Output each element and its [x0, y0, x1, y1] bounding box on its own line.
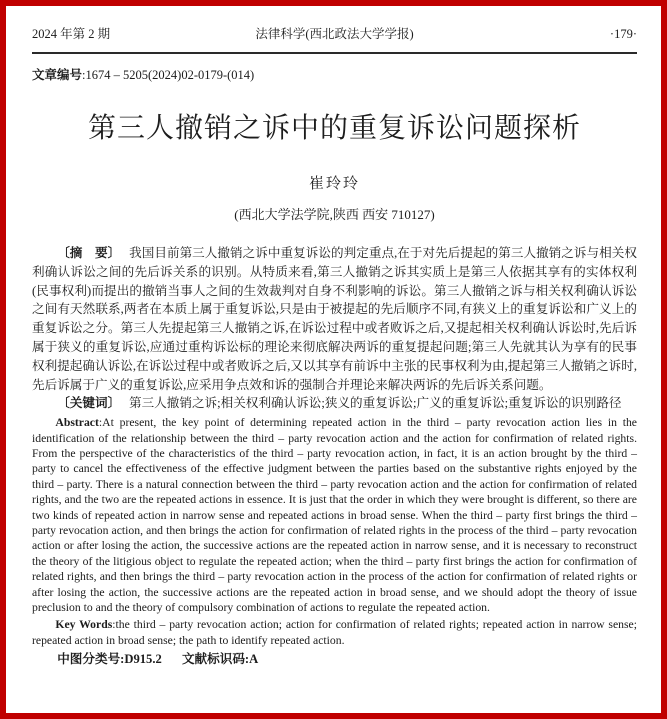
article-number-label: 文章编号: [32, 68, 83, 82]
article-title: 第三人撤销之诉中的重复诉讼问题探析: [87, 113, 581, 144]
clc-value: :D915.2: [120, 652, 162, 667]
clc-label: 中图分类号: [57, 652, 121, 667]
abstract-en-text: :At present, the key point of determining repeated action in the third – party revocation action lies in the identification of the relationship between the third – party revocation action and the action for confirmation of related rights. From the perspective of the characteristics of the third – party revocation action, in fact, it is an action brought by the third – party to cancel the effectiveness of the effective judgment between the parties based on the substantive rights enjoyed by the third – party. There is a natural connection between the third – party revocation action and the action for confirmation of related rights, and the two are the repeated actions in essence. It is just that the order in which they were brought is different, so there are two kinds of repeated action in narrow sense and repeated actions in broad sense. When the third – party first brings the third – party revocation action, and then brings the action for confirmation of related rights in the process of the third – party revocation action or after losing the action, the successive actions are the repeated action in narrow sense, and it is necessary to reconstruct the theory of the litigious object to regulate the repeated action; when the third – party first brings the action for confirmation of related rights, and then brings the third – party revocation action in the process of the action for confirmation of related rights or after losing the action, the successive actions are the repeated action in broad sense, and we should adopt the theory of issue preclusion to and the theory of compulsory combination of actions to regulate the repeated action.: [32, 416, 637, 615]
keywords-zh-text: 第三人撤销之诉;相关权利确认诉讼;狭义的重复诉讼;广义的重复诉讼;重复诉讼的识别路径: [128, 396, 622, 411]
header-rule: [32, 52, 637, 54]
page-number: ·179·: [609, 27, 637, 41]
author-affiliation: (西北大学法学院,陕西 西安 710127): [234, 207, 435, 222]
keywords-en: [32, 617, 637, 648]
issue-info: 2024 年第 2 期: [32, 27, 111, 41]
journal-header: [32, 26, 637, 43]
abstract-zh: [32, 244, 637, 394]
abstract-en-label: Abstract: [55, 416, 99, 430]
keywords-en-text: :the third – party revocation action; action for confirmation of related rights; repeated action in narrow sense; repeated action in broad sense; the path to identify repeated action.: [32, 618, 637, 647]
keywords-zh-label: 〔关键词〕: [57, 396, 121, 411]
article-number-line: [32, 67, 637, 84]
article-number-value: :1674 – 5205(2024)02-0179-(014): [82, 68, 255, 82]
abstract-zh-label: 〔摘 要〕: [57, 246, 121, 260]
document-code-value: :A: [244, 652, 259, 667]
document-code-label: 文献标识码: [181, 652, 245, 667]
abstract-en: [32, 415, 637, 615]
abstract-zh-text: 我国目前第三人撤销之诉中重复诉讼的判定重点,在于对先后提起的第三人撤销之诉与相关权利确认诉讼之间的先后诉关系的识别。从特质来看,第三人撤销之诉其实质上是第三人依据其享有的实体权利(民事权利)而提出的撤销当事人之间的生效裁判对自身不利影响的诉讼。第三人撤销之诉与相关权利确认诉讼之间有天然联系,两者在本质上属于重复诉讼,只是由于被提起的先后顺序不同,有狭义上的重复诉讼和广义上的重复诉讼之分。第三人先提起第三人撤销之诉,在诉讼过程中或者败诉之后,又提起相关权利确认诉讼时,先后诉属于狭义的重复诉讼,应通过重构诉讼标的理论来彻底解决两诉的重复提起问题;第三人先就其认为享有的民事权利提起确认诉讼,在诉讼过程中或者败诉之后,又以其享有前诉中主张的民事权利为由,提起第三人撤销之诉时,先后诉属于广义的重复诉讼,应采用争点效和诉的强制合并理论来解决两诉的先后诉关系问题。: [32, 246, 637, 392]
keywords-zh: [32, 394, 637, 413]
classification-line: [32, 651, 637, 668]
author-name: 崔玲玲: [308, 176, 360, 192]
journal-name: 法律科学(西北政法大学学报): [255, 27, 414, 41]
keywords-en-label: Key Words: [55, 618, 113, 632]
